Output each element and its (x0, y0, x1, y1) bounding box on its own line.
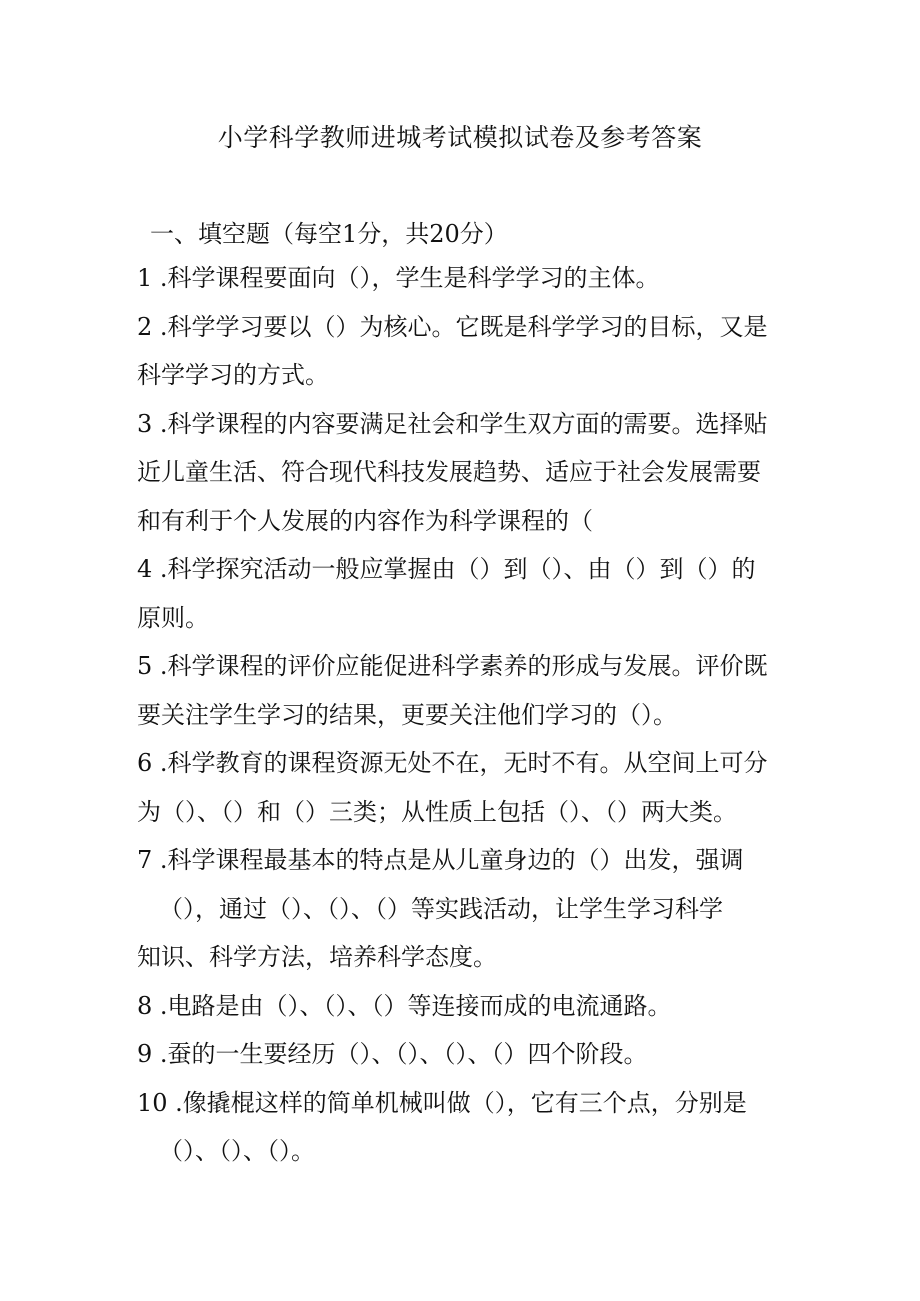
question-line: 5 .科学课程的评价应能促进科学素养的形成与发展。评价既 (137, 652, 768, 680)
section-heading: 一、填空题（每空1分，共20分） (150, 220, 508, 248)
question-line: 3 .科学课程的内容要满足社会和学生双方面的需要。选择贴 (137, 409, 768, 438)
question-line: 为（）、（）和（）三类；从性质上包括（）、（）两大类。 (137, 797, 737, 826)
question-line: 10 .像撬棍这样的简单机械叫做（），它有三个点，分别是 (137, 1088, 747, 1117)
document-title: 小学科学教师进城考试模拟试卷及参考答案 (217, 123, 703, 152)
question-line: 原则。 (137, 603, 209, 632)
question-line: 4 .科学探究活动一般应掌握由（）到（）、由（）到（）的 (137, 555, 756, 583)
question-line: 1 .科学课程要面向（），学生是科学学习的主体。 (137, 264, 660, 292)
question-line: 和有利于个人发展的内容作为科学课程的（ (137, 506, 593, 535)
question-line: 9 .蚕的一生要经历（）、（）、（）、（）四个阶段。 (137, 1040, 648, 1068)
question-line: 2 .科学学习要以（）为核心。它既是科学学习的目标，又是 (137, 312, 768, 341)
question-line: 8 .电路是由（）、（）、（）等连接而成的电流通路。 (137, 991, 672, 1020)
question-line: 要关注学生学习的结果，更要关注他们学习的（）。 (137, 700, 677, 729)
question-line: 科学学习的方式。 (137, 361, 329, 389)
question-list (137, 254, 797, 1176)
question-line: 知识、科学方法，培养科学态度。 (137, 943, 497, 971)
question-line: 近儿童生活、符合现代科技发展趋势、适应于社会发展需要 (137, 458, 761, 486)
question-line: （）、（）、（）。 (159, 1137, 315, 1165)
question-line: 6 .科学教育的课程资源无处不在，无时不有。从空间上可分 (137, 749, 768, 777)
question-line: 7 .科学课程最基本的特点是从儿童身边的（）出发，强调 (137, 846, 744, 874)
question-line: （），通过（）、（）、（）等实践活动，让学生学习科学 (159, 894, 723, 923)
